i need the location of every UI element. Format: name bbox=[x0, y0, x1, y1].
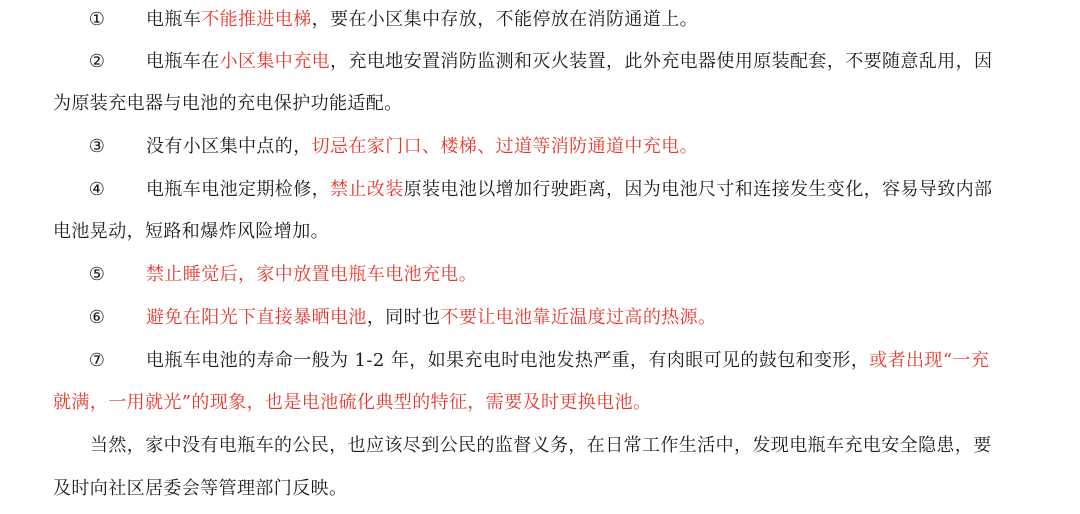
item-text-line bbox=[53, 392, 651, 414]
emphasis-run: 禁止睡觉后，家中放置电瓶车电池充电。 bbox=[146, 264, 478, 285]
item-marker: ⑦ bbox=[88, 350, 106, 371]
item-text-line bbox=[146, 350, 989, 372]
item-marker: ⑤ bbox=[88, 264, 106, 285]
text-run: 电瓶车电池定期检修， bbox=[146, 179, 330, 200]
text-run: 电瓶车在 bbox=[146, 51, 220, 72]
text-run: 原装电池以增加行驶距离，因为电池尺寸和连接发生变化，容易导致内部 bbox=[403, 179, 993, 200]
closing-line: 及时向社区居委会等管理部门反映。 bbox=[53, 478, 348, 499]
text-run: ，同时也 bbox=[366, 307, 441, 328]
item-marker: ⑥ bbox=[88, 307, 106, 328]
text-run: 电池晃动，短路和爆炸风险增加。 bbox=[53, 221, 329, 242]
text-run: 为原装充电器与电池的充电保护功能适配。 bbox=[53, 93, 403, 114]
item-text-line bbox=[146, 9, 698, 31]
item-text-line bbox=[146, 307, 716, 329]
item-text-line bbox=[53, 93, 403, 115]
emphasis-run: 禁止改装 bbox=[330, 179, 404, 200]
text-run: 没有小区集中点的， bbox=[146, 136, 312, 157]
item-text-line bbox=[146, 51, 992, 73]
emphasis-run: 切忌在家门口、楼梯、过道等消防通道中充电。 bbox=[311, 136, 699, 157]
item-marker: ④ bbox=[88, 179, 106, 200]
closing-line: 当然，家中没有电瓶车的公民，也应该尽到公民的监督义务，在日常工作生活中，发现电瓶车充电安全隐患，要 bbox=[90, 435, 992, 456]
text-run: 电瓶车 bbox=[146, 9, 202, 30]
item-text-line bbox=[146, 136, 698, 158]
item-marker: ② bbox=[88, 51, 106, 72]
item-marker: ③ bbox=[88, 136, 106, 157]
emphasis-run: 不能推进电梯 bbox=[201, 9, 312, 30]
item-text-line bbox=[146, 264, 477, 286]
item-text-line bbox=[53, 221, 329, 243]
emphasis-run: 不要让电池靠近温度过高的热源。 bbox=[440, 307, 717, 328]
item-marker: ① bbox=[88, 9, 106, 30]
text-run: ，要在小区集中存放，不能停放在消防通道上。 bbox=[311, 9, 699, 30]
text-run: 电瓶车电池的寿命一般为 1-2 年，如果充电时电池发热严重，有肉眼可见的鼓包和变形， bbox=[146, 350, 870, 371]
text-run: ，充电地安置消防监测和灭火装置，此外充电器使用原装配套，不要随意乱用，因 bbox=[330, 51, 993, 72]
item-text-line bbox=[146, 179, 992, 201]
emphasis-run: 小区集中充电 bbox=[219, 51, 331, 72]
emphasis-run: 或者出现“一充 bbox=[869, 350, 990, 371]
emphasis-run: 避免在阳光下直接暴晒电池 bbox=[146, 307, 367, 328]
emphasis-run: 就满，一用就光”的现象，也是电池硫化典型的特征，需要及时更换电池。 bbox=[53, 392, 652, 413]
